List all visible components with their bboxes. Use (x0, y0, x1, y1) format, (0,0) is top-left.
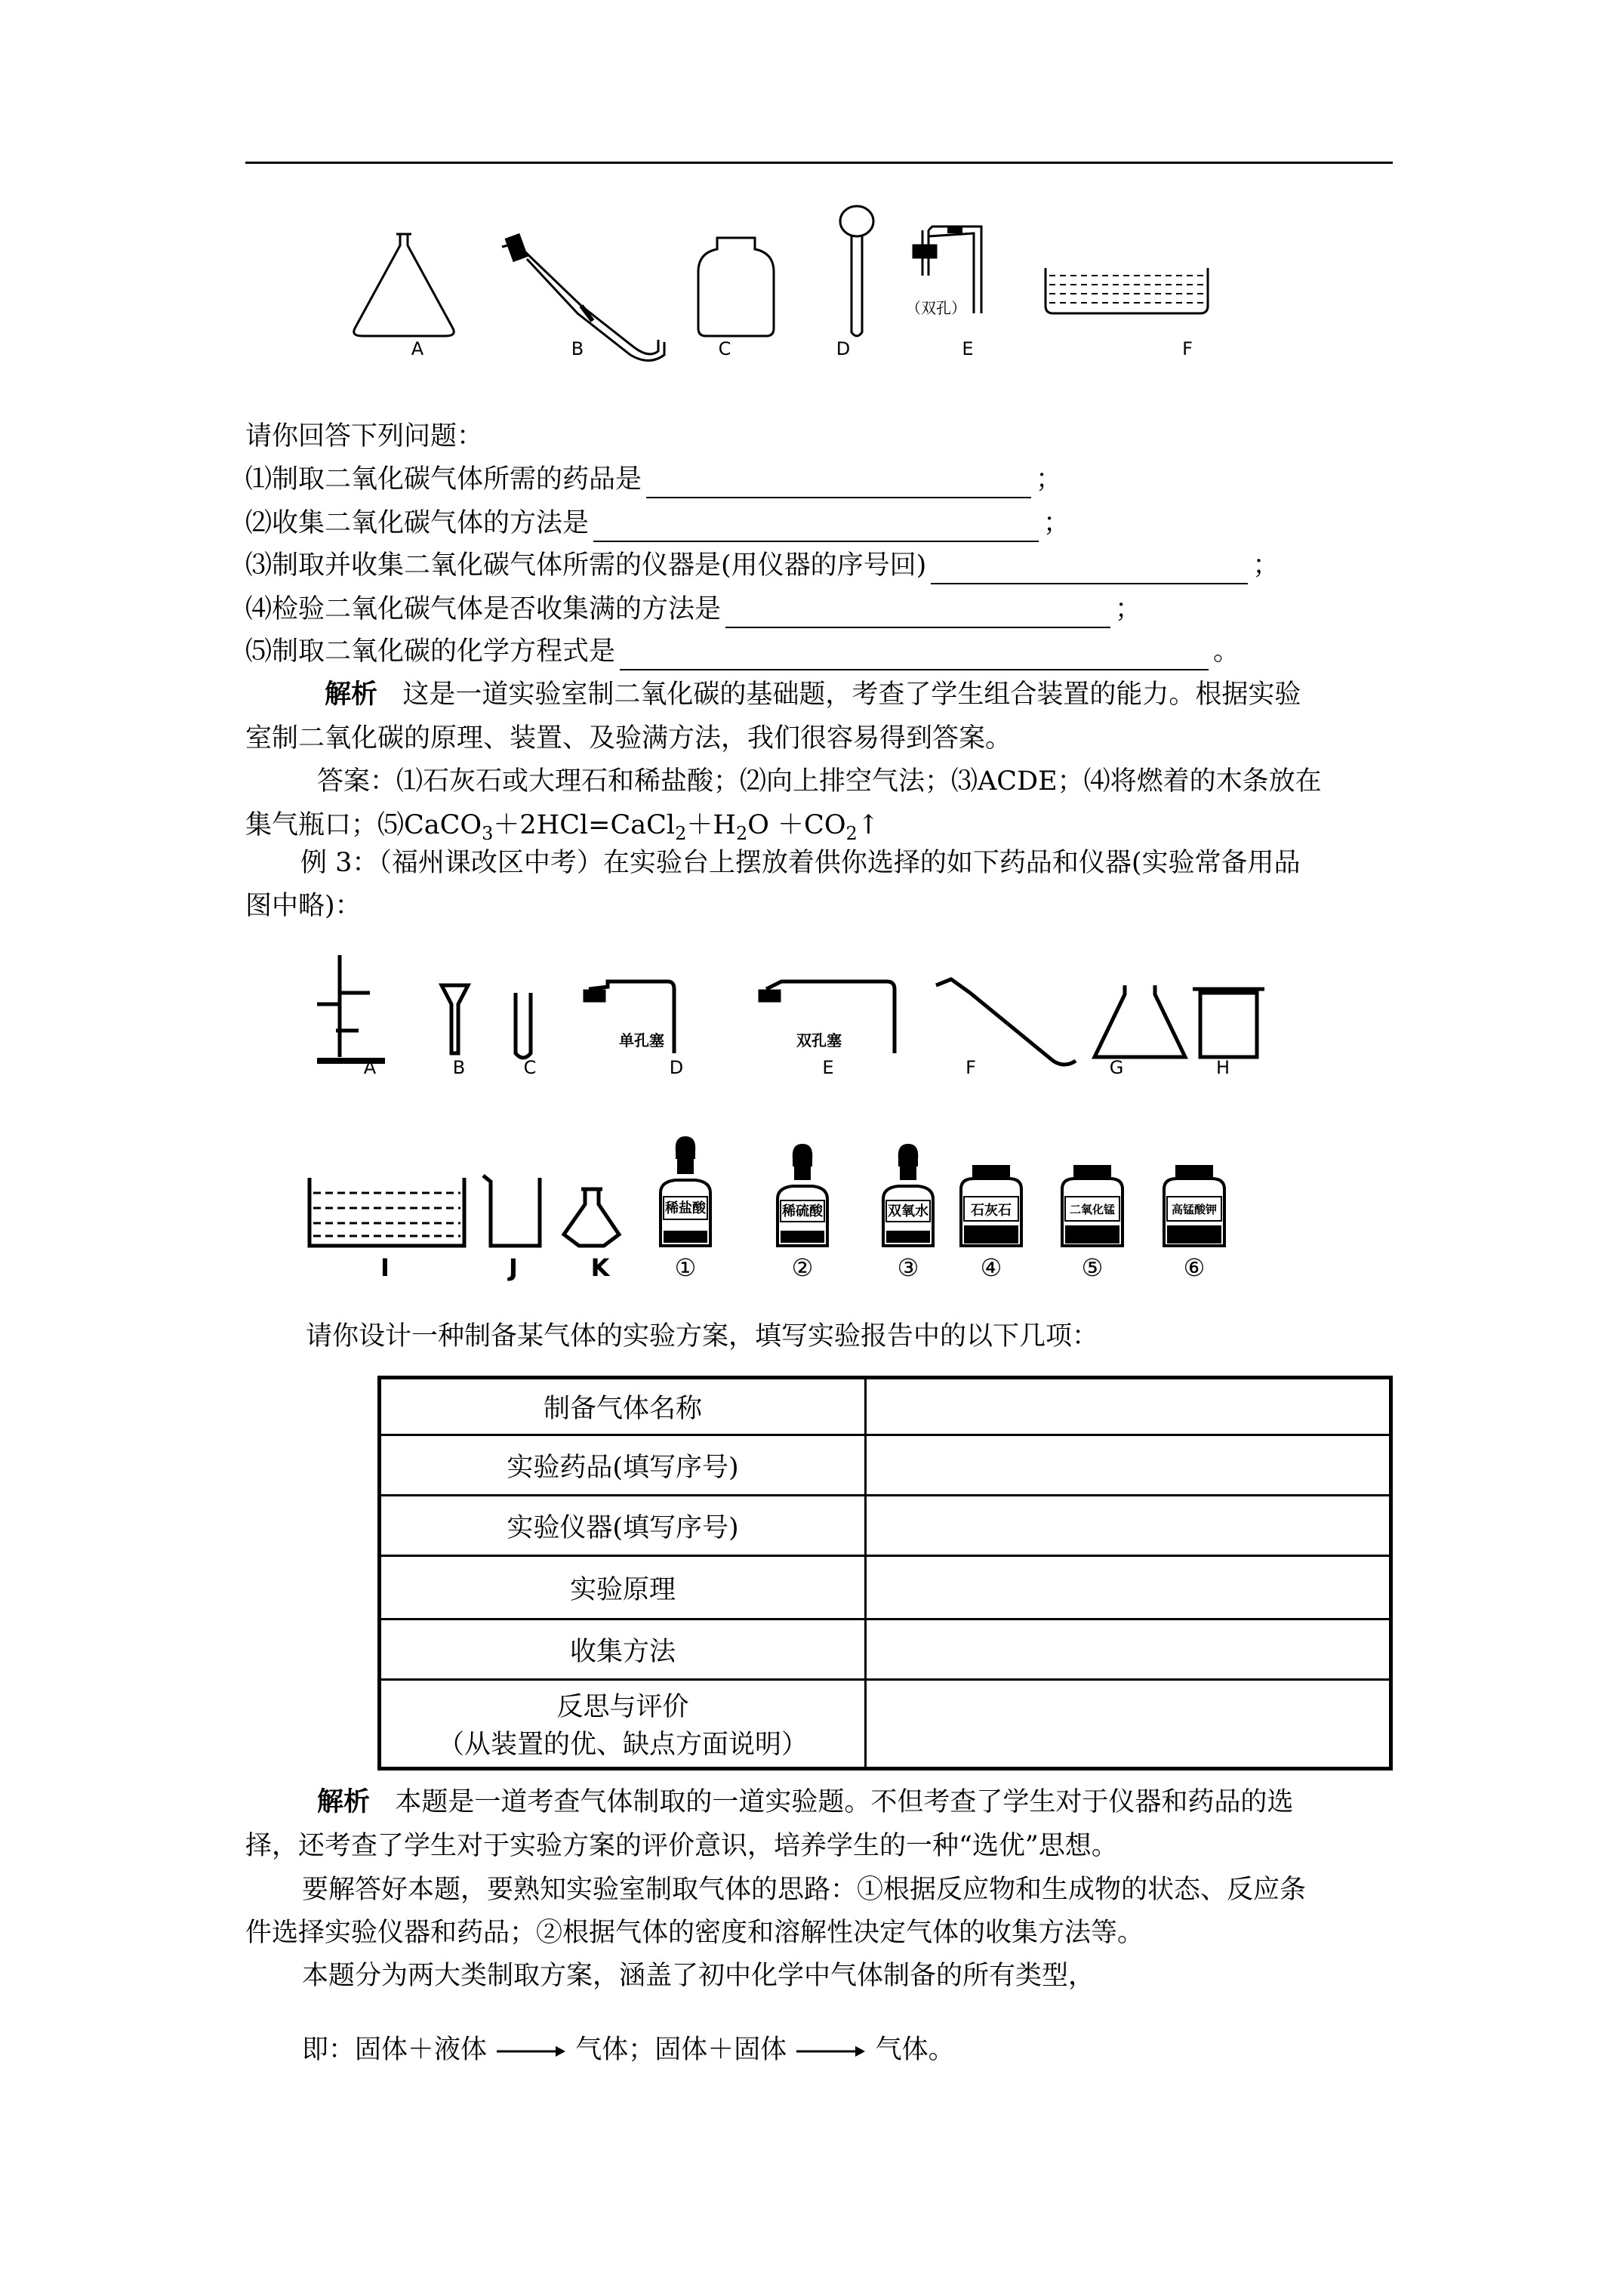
question-3: ⑶制取并收集二氧化碳气体所需的仪器是(用仪器的序号回) ； (245, 547, 1279, 584)
test-tube-icon (516, 993, 531, 1058)
beaker-icon (483, 1176, 540, 1246)
bottle-label-2: 稀硫酸 (782, 1203, 823, 1219)
fill-cell-instruments[interactable] (866, 1496, 1391, 1556)
analysis-2-line-4: 件选择实验仪器和药品；②根据气体的密度和溶解性决定气体的收集方法等。 (245, 1918, 1144, 1948)
fig2-label-c: C (523, 1057, 537, 1078)
header-rule (245, 162, 1393, 164)
row-label-reflection: 反思与评价 （从装置的优、缺点方面说明） (380, 1680, 866, 1769)
questions-intro: 请你回答下列问题： (245, 421, 484, 451)
answer-blank-3[interactable] (931, 554, 1248, 584)
conical-flask-icon-2 (1095, 985, 1185, 1057)
dropper-bottle-2-icon (778, 1144, 827, 1246)
fill-cell-reagents[interactable] (866, 1435, 1391, 1496)
table-row (380, 1435, 1391, 1496)
fig2-label-f: F (965, 1057, 976, 1078)
reaction-arrow-icon (495, 2044, 567, 2059)
reaction-arrow-icon (795, 2044, 867, 2059)
iron-stand-icon (317, 955, 385, 1061)
question-1: ⑴制取二氧化碳气体所需的药品是 ； (245, 461, 1062, 498)
answer-1-line-1: 答案：⑴石灰石或大理石和稀盐酸；⑵向上排空气法；⑶ACDE；⑷将燃着的木条放在 (317, 766, 1322, 797)
fig2-label-i: I (380, 1253, 390, 1282)
fig2-label-2: ② (791, 1253, 814, 1282)
fig2-label-a: A (363, 1057, 377, 1078)
answer-1-line-2: 集气瓶口；$⑸CaCO_3+2HCl=CaCl_2+H_2O$ $+CO_2↑$ (245, 810, 880, 844)
fill-cell-gas-name[interactable] (866, 1378, 1391, 1435)
fig2-label-d: D (669, 1057, 684, 1078)
long-funnel-icon (840, 206, 873, 336)
fig1-label-d: D (836, 338, 851, 359)
water-trough-icon (1046, 268, 1208, 313)
table-row (380, 1496, 1391, 1556)
design-prompt: 请你设计一种制备某气体的实验方案，填写实验报告中的以下几项： (306, 1321, 1099, 1351)
bottle-label-6: 高锰酸钾 (1171, 1203, 1218, 1216)
fig1-label-f: F (1182, 338, 1193, 359)
fig1-label-a: A (411, 338, 424, 359)
question-2: ⑵收集二氧化碳气体的方法是 ； (245, 504, 1070, 542)
gas-jar-icon-2 (1200, 993, 1257, 1057)
fig2-label-j: J (509, 1253, 518, 1282)
d-note: 单孔塞 (619, 1031, 664, 1049)
answer-blank-1[interactable] (646, 468, 1031, 498)
row-label-gas-name: 制备气体名称 (380, 1378, 866, 1435)
fill-cell-reflection[interactable] (866, 1680, 1391, 1769)
funnel-icon (442, 985, 468, 1053)
analysis-1-line-1: 解析 这是一道实验室制二氧化碳的基础题，考查了学生组合装置的能力。根据实验 (325, 679, 1301, 710)
fig1-label-c: C (718, 338, 731, 359)
answer-blank-5[interactable] (620, 640, 1209, 670)
fig1-label-e: E (962, 338, 974, 359)
gas-jar-icon (698, 238, 774, 336)
bottle-label-5: 二氧化锰 (1069, 1203, 1116, 1216)
analysis-2-line-6: 即：固体＋液体 气体；固体＋固体 气体。 (302, 2035, 955, 2065)
e-note: （双孔） (906, 299, 966, 317)
answer-blank-2[interactable] (593, 512, 1039, 542)
fig2-label-g: G (1109, 1057, 1124, 1078)
conical-flask-icon (354, 234, 454, 336)
row-label-collection: 收集方法 (380, 1620, 866, 1680)
fig2-label-3: ③ (897, 1253, 919, 1282)
question-5: ⑸制取二氧化碳的化学方程式是 。 (245, 633, 1240, 670)
table-row (380, 1556, 1391, 1620)
analysis-2-line-3: 要解答好本题，要熟知实验室制取气体的思路：①根据反应物和生成物的状态、反应条 (302, 1875, 1307, 1905)
table-row (380, 1620, 1391, 1680)
fig2-label-h: H (1215, 1057, 1230, 1078)
fig1-label-b: B (571, 338, 584, 359)
analysis-2-line-2: 择，还考查了学生对于实验方案的评价意识，培养学生的一种“选优”思想。 (245, 1831, 1118, 1861)
delivery-tube-icon (936, 979, 1076, 1065)
fig2-label-b: B (452, 1057, 466, 1078)
alcohol-lamp-icon (564, 1189, 619, 1246)
bottle-label-1: 稀盐酸 (665, 1200, 706, 1216)
example-3-line-1: 例 3：（福州课改区中考）在实验台上摆放着供你选择的如下药品和仪器(实验常备用品 (300, 848, 1301, 878)
row-label-instruments: 实验仪器(填写序号) (380, 1496, 866, 1556)
table-row (380, 1378, 1391, 1435)
fig2-label-5: ⑤ (1081, 1253, 1104, 1282)
dropper-bottle-1-icon (661, 1136, 710, 1246)
experiment-report-table (377, 1376, 1393, 1771)
analysis-1-line-2: 室制二氧化碳的原理、装置、及验满方法，我们很容易得到答案。 (245, 723, 1012, 754)
water-trough-icon-2 (310, 1178, 464, 1246)
fig2-label-6: ⑥ (1183, 1253, 1206, 1282)
bottle-label-3: 双氧水 (888, 1203, 929, 1219)
bottle-label-4: 石灰石 (971, 1203, 1012, 1219)
fig2-label-e: E (822, 1057, 834, 1078)
analysis-2-line-5: 本题分为两大类制取方案，涵盖了初中化学中气体制备的所有类型， (302, 1961, 1095, 1991)
fig2-label-1: ① (674, 1253, 697, 1282)
row-label-reagents: 实验药品(填写序号) (380, 1435, 866, 1496)
row-label-principle: 实验原理 (380, 1556, 866, 1620)
answer-blank-4[interactable] (725, 598, 1110, 628)
e-note-2: 双孔塞 (796, 1031, 842, 1049)
analysis-2-line-1: 解析 本题是一道考查气体制取的一道实验题。不但考查了学生对于仪器和药品的选 (317, 1786, 1294, 1817)
fill-cell-collection[interactable] (866, 1620, 1391, 1680)
example-3-line-2: 图中略)： (245, 891, 362, 921)
table-row (380, 1680, 1391, 1769)
dropper-bottle-3-icon (883, 1144, 933, 1246)
fill-cell-principle[interactable] (866, 1556, 1391, 1620)
fig2-label-k: K (590, 1253, 610, 1282)
apparatus-figure-2-row-2 (306, 1121, 1242, 1257)
fig2-label-4: ④ (980, 1253, 1002, 1282)
question-4: ⑷检验二氧化碳气体是否收集满的方法是 ； (245, 590, 1141, 628)
